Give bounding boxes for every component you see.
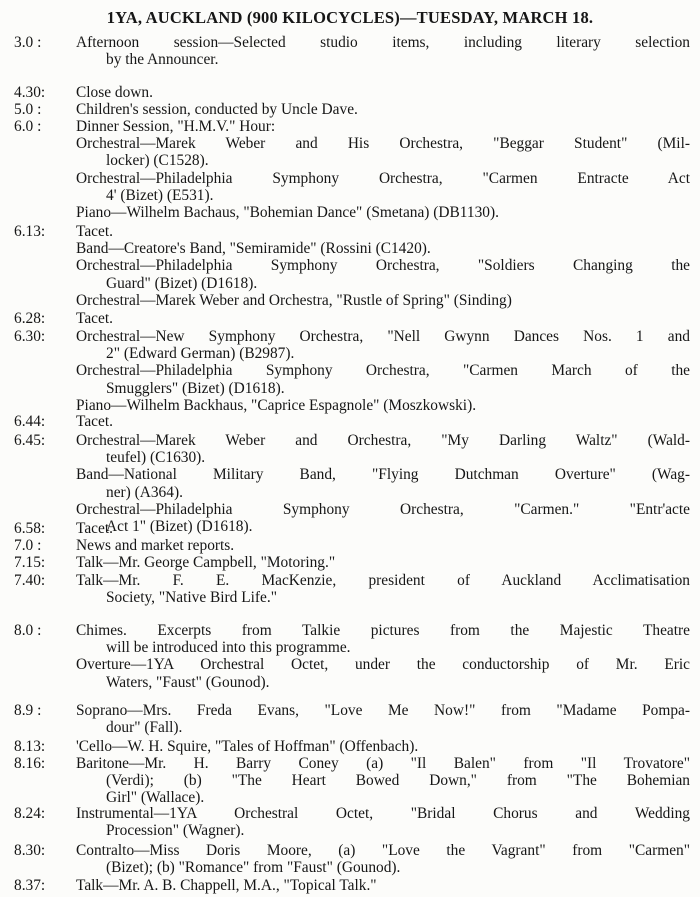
entry-text-line: (Bizet); (b) "Romance" from "Faust" (Gounod).	[106, 859, 401, 877]
entry-text-line: Waters, "Faust" (Gounod).	[106, 673, 270, 691]
entry-time: 6.44:	[14, 413, 46, 430]
entry-text-line: Chimes. Excerpts from Talkie pictures from the Majestic Theatre	[76, 622, 690, 639]
entry-text-line: Orchestral—Philadelphia Symphony Orchestra, "Carmen." "Entr'acte	[76, 500, 690, 518]
entry-text-line: Band—National Military Band, "Flying Dutchman Overture" (Wag-	[76, 466, 690, 484]
entry-time: 4.30:	[14, 84, 46, 101]
entry-time: 7.0 :	[14, 537, 42, 554]
entry-time: 8.30:	[14, 842, 46, 859]
entry-time: 8.13:	[14, 738, 46, 755]
entry-text-line: Smugglers" (Bizet) (D1618).	[106, 379, 285, 397]
entry-time: 6.58:	[14, 520, 46, 537]
entry-text-line: 4' (Bizet) (E531).	[106, 186, 214, 204]
entry-text-line: Tacet.	[76, 223, 113, 240]
entry-time: 8.9 :	[14, 702, 42, 719]
entry-text-line: Orchestral—Marek Weber and Orchestra, "My Darling Waltz" (Wald-	[76, 432, 690, 449]
entry-text-line: Overture—1YA Orchestral Octet, under the conductorship of Mr. Eric	[76, 656, 690, 674]
entry-text-line: Tacet.	[76, 520, 113, 537]
entry-text-line: Close down.	[76, 84, 153, 101]
entry-time: 8.0 :	[14, 622, 42, 639]
entry-text-line: Girl" (Wallace).	[106, 789, 205, 807]
entry-text-line: Piano—Wilhelm Bachaus, "Bohemian Dance" (Smetana) (DB1130).	[76, 204, 499, 221]
entry-time: 8.16:	[14, 755, 46, 772]
entry-time: 6.0 :	[14, 118, 42, 135]
entry-time: 8.37:	[14, 877, 46, 894]
entry-text-line: Orchestral—Philadelphia Symphony Orchestra, "Soldiers Changing the	[76, 257, 690, 275]
entry-text-line: Children's session, conducted by Uncle Dave.	[76, 101, 358, 118]
entry-text-line: Orchestral—Marek Weber and His Orchestra, "Beggar Student" (Mil-	[76, 135, 690, 153]
entry-text-line: Band—Creatore's Band, "Semiramide" (Rossini (C1420).	[76, 240, 431, 258]
entry-text-line: Afternoon session—Selected studio items, including literary selection	[76, 34, 690, 51]
entry-text-line: Baritone—Mr. H. Barry Coney (a) "Il Balen" from "Il Trovatore"	[76, 755, 690, 772]
entry-text-line: (Verdi); (b) "The Heart Bowed Down," from "The Bohemian	[106, 772, 690, 790]
entry-text-line: 2" (Edward German) (B2987).	[106, 345, 295, 363]
entry-text-line: ner) (A364).	[106, 483, 183, 501]
entry-text-line: Piano—Wilhelm Backhaus, "Caprice Espagnole" (Moszkowski).	[76, 396, 477, 414]
entry-text-line: Soprano—Mrs. Freda Evans, "Love Me Now!" from "Madame Pompa-	[76, 702, 690, 719]
entry-text-line: will be introduced into this programme.	[106, 639, 351, 657]
entry-text-line: Talk—Mr. A. B. Chappell, M.A., "Topical Talk."	[76, 877, 377, 894]
entry-text-line: Guard" (Bizet) (D1618).	[106, 274, 258, 292]
entry-text-line: Instrumental—1YA Orchestral Octet, "Bridal Chorus and Wedding	[76, 805, 690, 822]
entry-text-line: Orchestral—Marek Weber and Orchestra, "Rustle of Spring" (Sinding)	[76, 291, 512, 309]
entry-time: 6.28:	[14, 310, 46, 327]
entry-text-line: Act 1" (Bizet) (D1618).	[106, 518, 253, 535]
entry-text-line: Talk—Mr. F. E. MacKenzie, president of Auckland Acclimatisation	[76, 572, 690, 589]
entry-time: 7.40:	[14, 572, 46, 589]
entry-time: 8.24:	[14, 805, 46, 822]
entry-text-line: 'Cello—W. H. Squire, "Tales of Hoffman" (Offenbach).	[76, 738, 419, 755]
entry-text-line: Talk—Mr. George Campbell, "Motoring."	[76, 554, 336, 571]
entry-time: 6.45:	[14, 432, 46, 449]
entry-text-line: Dinner Session, "H.M.V." Hour:	[76, 118, 276, 135]
page-title: 1YA, AUCKLAND (900 KILOCYCLES)—TUESDAY, MARCH 18.	[106, 8, 594, 27]
entry-text-line: Society, "Native Bird Life."	[106, 589, 277, 607]
entry-text-line: teufel) (C1630).	[106, 449, 206, 467]
entry-time: 6.13:	[14, 223, 46, 240]
entry-text-line: by the Announcer.	[106, 51, 219, 69]
entry-text-line: News and market reports.	[76, 537, 235, 554]
entry-time: 3.0 :	[14, 34, 42, 51]
entry-time: 7.15:	[14, 554, 46, 571]
entry-text-line: Tacet.	[76, 310, 113, 327]
entry-text-line: Tacet.	[76, 413, 113, 430]
entry-text-line: dour" (Fall).	[106, 719, 183, 737]
entry-time: 6.30:	[14, 328, 46, 345]
entry-text-line: locker) (C1528).	[106, 152, 209, 170]
entry-text-line: Contralto—Miss Doris Moore, (a) "Love the Vagrant" from "Carmen"	[76, 842, 690, 859]
entry-text-line: Orchestral—New Symphony Orchestra, "Nell Gwynn Dances Nos. 1 and	[76, 328, 690, 345]
entry-text-line: Procession" (Wagner).	[106, 822, 245, 840]
entry-text-line: Orchestral—Philadelphia Symphony Orchestra, "Carmen Entracte Act	[76, 169, 690, 187]
entry-text-line: Orchestral—Philadelphia Symphony Orchestra, "Carmen March of the	[76, 362, 690, 380]
entry-time: 5.0 :	[14, 101, 42, 118]
